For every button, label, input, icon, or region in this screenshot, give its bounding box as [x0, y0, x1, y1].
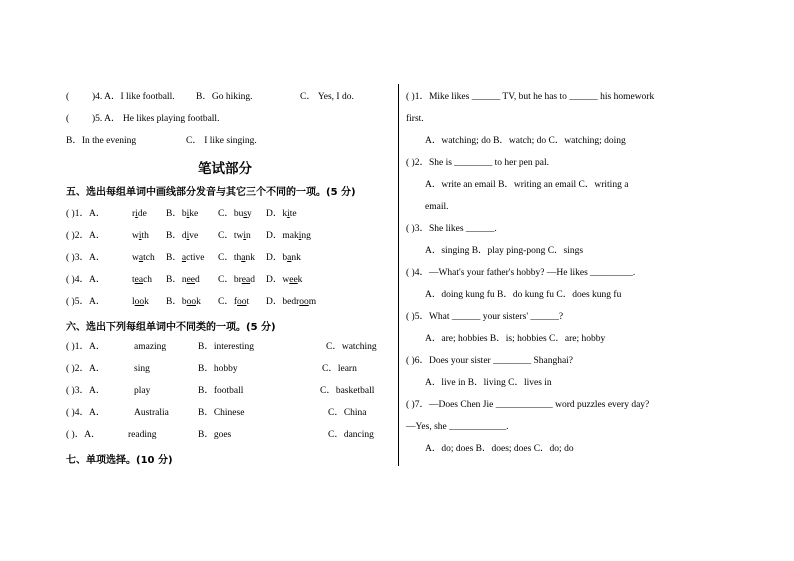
- item-number: ( )4．A．: [66, 408, 106, 418]
- r-q5-stem: ( )5．What ______ your sisters' ______?: [406, 312, 564, 322]
- section7-heading: 七、单项选择。(10 分): [66, 455, 173, 466]
- r-q1-stem: ( )1．Mike likes ______ TV, but he has to ______ his homework: [406, 92, 655, 102]
- r-q6-stem: ( )6．Does your sister ________ Shanghai?: [406, 356, 574, 366]
- option-a: reading: [128, 430, 157, 440]
- option-c: C．thank: [218, 253, 255, 263]
- column-divider: [398, 84, 399, 466]
- option-b: B．interesting: [198, 342, 254, 352]
- option-b: B．hobby: [198, 364, 238, 374]
- option-b: B．need: [166, 275, 200, 285]
- option-c: C．China: [328, 408, 367, 418]
- item-number: ( )2．A．: [66, 364, 106, 374]
- r-q2-options: A．write an email B．writing an email C．writing a: [425, 180, 629, 190]
- item-stem: )4. A．I like football.: [92, 92, 175, 102]
- section6-heading: 六、选出下列每组单词中不同类的一项。(5 分): [66, 322, 276, 333]
- r-q1-options: A．watching; do B．watch; do C．watching; doing: [425, 136, 626, 146]
- option-b: B．In the evening: [66, 136, 137, 146]
- option-a: Australia: [134, 408, 169, 418]
- option-c: C．busy: [218, 209, 252, 219]
- r-q1-stem-cont: first.: [406, 114, 424, 124]
- r-q7-stem: ( )7．—Does Chen Jie ____________ word puzzles every day?: [406, 400, 650, 410]
- option-c: C．bread: [218, 275, 255, 285]
- option-a: ride: [132, 209, 147, 219]
- r-q4-stem: ( )4．—What's your father's hobby? —He likes _________.: [406, 268, 636, 278]
- r-q7-options: A．do; does B．does; does C．do; do: [425, 444, 574, 454]
- r-q3-options: A．singing B．play ping-pong C．sings: [425, 246, 584, 256]
- option-c: C．twin: [218, 231, 251, 241]
- option-a: watch: [132, 253, 155, 263]
- option-c: C． Yes, I do.: [300, 92, 354, 102]
- item-number: ( )1．A．: [66, 342, 106, 352]
- item-number: ( )4．A．: [66, 275, 106, 285]
- option-b: B．bike: [166, 209, 199, 219]
- item-number: ( )．A．: [66, 430, 101, 440]
- item-stem: )5. A． He likes playing football.: [92, 114, 220, 124]
- option-d: D．kite: [266, 209, 297, 219]
- option-a: amazing: [134, 342, 167, 352]
- option-d: D．making: [266, 231, 311, 241]
- option-b: B．book: [166, 297, 201, 307]
- r-q2-options-cont: email.: [425, 202, 449, 212]
- option-b: B．dive: [166, 231, 199, 241]
- option-c: C．learn: [322, 364, 357, 374]
- option-b: B．Go hiking.: [196, 92, 253, 102]
- answer-paren: (: [66, 92, 70, 102]
- option-a: with: [132, 231, 149, 241]
- option-c: C．watching: [326, 342, 377, 352]
- option-b: B．Chinese: [198, 408, 245, 418]
- r-q7-stem-cont: —Yes, she ____________.: [406, 422, 509, 432]
- r-q6-options: A．live in B．living C．lives in: [425, 378, 552, 388]
- option-d: D．bank: [266, 253, 301, 263]
- option-c: C．foot: [218, 297, 250, 307]
- option-a: sing: [134, 364, 150, 374]
- item-number: ( )3．A．: [66, 386, 106, 396]
- option-a: teach: [132, 275, 153, 285]
- option-b: B．football: [198, 386, 244, 396]
- option-d: D．bedroom: [266, 297, 317, 307]
- r-q5-options: A．are; hobbies B．is; hobbies C．are; hobby: [425, 334, 606, 344]
- item-number: ( )1．A．: [66, 209, 106, 219]
- option-d: D．week: [266, 275, 303, 285]
- r-q3-stem: ( )3．She likes ______.: [406, 224, 497, 234]
- section5-heading: 五、选出每组单词中画线部分发音与其它三个不同的一项。(5 分): [66, 187, 356, 198]
- r-q2-stem: ( )2．She is ________ to her pen pal.: [406, 158, 550, 168]
- option-c: C． I like singing.: [186, 136, 257, 146]
- option-b: B．active: [166, 253, 205, 263]
- option-c: C．dancing: [328, 430, 374, 440]
- item-number: ( )5．A．: [66, 297, 106, 307]
- option-a: look: [132, 297, 149, 307]
- option-b: B．goes: [198, 430, 232, 440]
- option-a: play: [134, 386, 151, 396]
- r-q4-options: A．doing kung fu B．do kung fu C．does kung fu: [425, 290, 622, 300]
- item-number: ( )3．A．: [66, 253, 106, 263]
- option-c: C．basketball: [320, 386, 375, 396]
- written-part-title: 笔试部分: [198, 161, 252, 177]
- item-number: ( )2．A．: [66, 231, 106, 241]
- answer-paren: (: [66, 114, 70, 124]
